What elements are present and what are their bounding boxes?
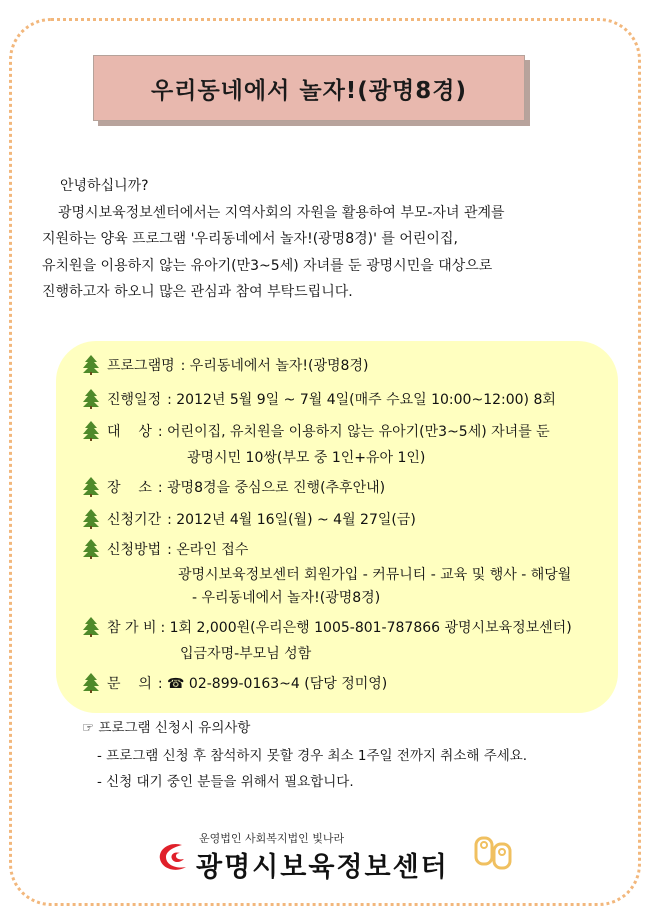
detail-value-cont: - 우리동네에서 놀자!(광명8경) bbox=[192, 590, 381, 606]
detail-value: : 2012년 4월 16일(월) ~ 4월 27일(금) bbox=[167, 512, 416, 528]
intro-line: 지원하는 양육 프로그램 '우리동네에서 놀자!(광명8경)' 를 어린이집, bbox=[42, 231, 458, 247]
detail-label: 참 가 비 bbox=[107, 620, 157, 636]
detail-label: 신청기간 bbox=[107, 512, 162, 528]
detail-value: : 온라인 접수 bbox=[167, 542, 249, 558]
detail-label: 신청방법 bbox=[107, 542, 162, 558]
tree-icon bbox=[82, 673, 100, 693]
detail-label: 장 소 bbox=[107, 480, 152, 496]
footer-name: 광명시보육정보센터 bbox=[196, 852, 449, 883]
notice-heading: 프로그램 신청시 유의사항 bbox=[98, 720, 251, 736]
detail-value-cont: 광명시보육정보센터 회원가입 - 커뮤니티 - 교육 및 행사 - 해당월 bbox=[178, 567, 572, 583]
center-logo-icon bbox=[156, 841, 192, 873]
detail-row-target bbox=[82, 421, 550, 441]
tree-icon bbox=[82, 421, 100, 441]
intro-line: 유치원을 이용하지 않는 유아기(만3~5세) 자녀를 둔 광명시민을 대상으로 bbox=[42, 257, 493, 274]
detail-row-period bbox=[82, 509, 416, 529]
tree-icon bbox=[82, 509, 100, 529]
detail-row-contact bbox=[82, 673, 387, 693]
notice-item: - 프로그램 신청 후 참석하지 못할 경우 최소 1주일 전까지 취소해 주세요. bbox=[97, 748, 528, 764]
intro-line: 진행하고자 하오니 많은 관심과 참여 부탁드립니다. bbox=[42, 284, 353, 300]
children-logo-icon bbox=[474, 832, 514, 872]
detail-label: 진행일정 bbox=[107, 392, 162, 408]
detail-row-method bbox=[82, 539, 248, 559]
notice-item: - 신청 대기 중인 분들을 위해서 필요합니다. bbox=[97, 774, 354, 790]
detail-row-schedule bbox=[82, 389, 556, 409]
detail-value: : 우리동네에서 놀자!(광명8경) bbox=[180, 358, 369, 374]
detail-value: : 어린이집, 유치원을 이용하지 않는 유아기(만3~5세) 자녀를 둔 bbox=[157, 424, 550, 440]
tree-icon bbox=[82, 389, 100, 409]
intro-greeting: 안녕하십니까? bbox=[60, 178, 149, 194]
detail-value-cont: 입금자명-부모님 성함 bbox=[180, 646, 312, 662]
detail-label: 대 상 bbox=[107, 424, 152, 440]
title-banner bbox=[93, 55, 525, 121]
tree-icon bbox=[82, 539, 100, 559]
detail-value: : 2012년 5월 9일 ~ 7월 4일(매주 수요일 10:00~12:00) 8회 bbox=[167, 392, 556, 408]
tree-icon bbox=[82, 477, 100, 497]
intro-line: 광명시보육정보센터에서는 지역사회의 자원을 활용하여 부모-자녀 관계를 bbox=[58, 204, 505, 221]
footer-sub: 운영법인 사회복지법인 빛나라 bbox=[199, 832, 345, 845]
detail-row-program bbox=[82, 355, 368, 375]
detail-value-cont: 광명시민 10쌍(부모 중 1인+유아 1인) bbox=[187, 450, 426, 466]
notice-heading-row bbox=[82, 716, 250, 736]
detail-label: 프로그램명 bbox=[107, 358, 175, 374]
pointing-hand-icon: ☞ bbox=[82, 720, 95, 736]
detail-row-fee bbox=[82, 617, 572, 637]
detail-value: : 광명8경을 중심으로 진행(추후안내) bbox=[157, 480, 386, 496]
tree-icon bbox=[82, 355, 100, 375]
page-title: 우리동네에서 놀자!(광명8경) bbox=[151, 77, 467, 104]
detail-label: 문 의 bbox=[107, 676, 152, 692]
tree-icon bbox=[82, 617, 100, 637]
detail-value: : 1회 2,000원(우리은행 1005-801-787866 광명시보육정보센터) bbox=[160, 620, 572, 636]
intro-text bbox=[42, 173, 622, 306]
detail-row-place bbox=[82, 477, 385, 497]
detail-value: : ☎ 02-899-0163~4 (담당 정미영) bbox=[157, 676, 388, 692]
